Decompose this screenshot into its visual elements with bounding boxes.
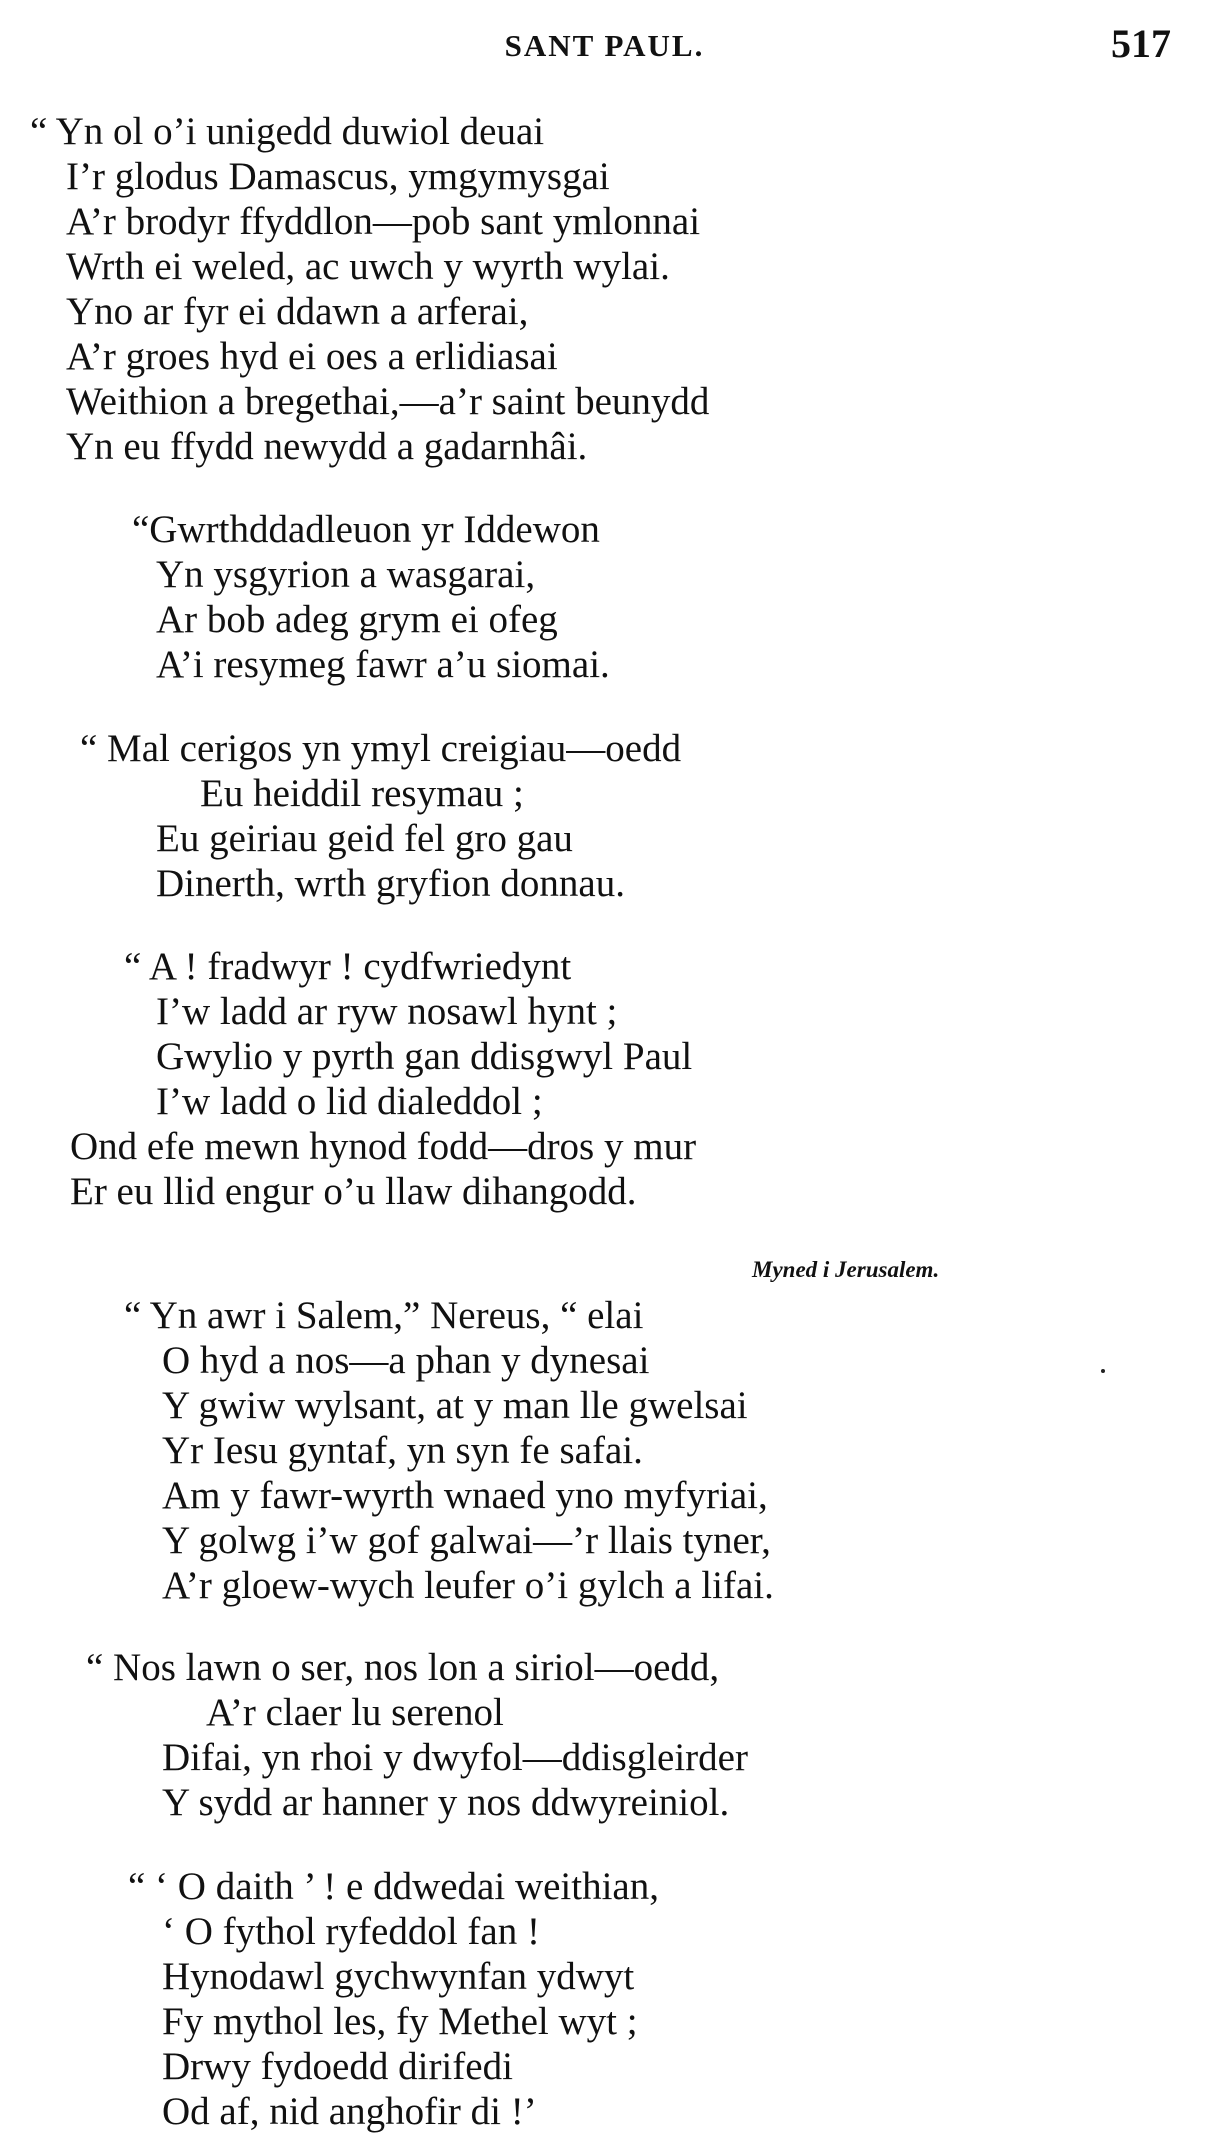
verse-line: Difai, yn rhoi y dwyfol—ddisgleirder (162, 1736, 748, 1779)
verse-line: “ A ! fradwyr ! cydfwriedynt (124, 945, 572, 988)
section-heading: Myned i Jerusalem. (752, 1257, 940, 1282)
verse-line: ‘ O fythol ryfeddol fan ! (162, 1910, 540, 1953)
verse-line: Fy mythol les, fy Methel wyt ; (162, 2000, 638, 2043)
verse-line: Gwylio y pyrth gan ddisgwyl Paul (156, 1035, 693, 1078)
verse-line: Yr Iesu gyntaf, yn syn fe safai. (162, 1429, 643, 1472)
verse-line: O hyd a nos—a phan y dynesai (162, 1339, 650, 1382)
verse-line: Y golwg i’w gof galwai—’r llais tyner, (162, 1519, 771, 1562)
verse-line: Eu heiddil resymau ; (200, 772, 524, 815)
verse-line: “ Yn awr i Salem,” Nereus, “ elai (124, 1294, 644, 1337)
verse-line: Drwy fydoedd dirifedi (162, 2045, 513, 2088)
verse-line: “ Nos lawn o ser, nos lon a siriol—oedd, (86, 1646, 720, 1689)
verse-line: “ Mal cerigos yn ymyl creigiau—oedd (80, 727, 682, 770)
verse-line: Y gwiw wylsant, at y man lle gwelsai (162, 1384, 748, 1427)
verse-line: Ar bob adeg grym ei ofeg (156, 598, 558, 641)
verse-line: I’w ladd ar ryw nosawl hynt ; (156, 990, 618, 1033)
verse-line: I’w ladd o lid dialeddol ; (156, 1080, 543, 1123)
verse-line: Y sydd ar hanner y nos ddwyreiniol. (162, 1781, 730, 1824)
verse-line: A’r gloew-wych leufer o’i gylch a lifai. (162, 1564, 774, 1607)
verse-line: Od af, nid anghofir di !’ (162, 2090, 537, 2133)
running-title: SANT PAUL. (504, 28, 705, 63)
verse-line: I’r glodus Damascus, ymgymysgai (66, 155, 610, 198)
verse-line: Am y fawr-wyrth wnaed yno myfyriai, (162, 1474, 768, 1517)
verse-line: “Gwrthddadleuon yr Iddewon (132, 508, 600, 551)
verse-line: “ Yn ol o’i unigedd duwiol deuai (30, 110, 545, 153)
verse-line: Er eu llid engur o’u llaw dihangodd. (70, 1170, 637, 1213)
verse-line: Eu geiriau geid fel gro gau (156, 817, 573, 860)
verse-line: A’r brodyr ffyddlon—pob sant ymlonnai (66, 200, 701, 243)
verse-line: A’i resymeg fawr a’u siomai. (156, 643, 610, 686)
page-number: 517 (1111, 21, 1171, 66)
verse-line: A’r claer lu serenol (206, 1691, 504, 1734)
verse-line: “ ‘ O daith ’ ! e ddwedai weithian, (128, 1865, 659, 1908)
verse-line: Yno ar fyr ei ddawn a arferai, (66, 290, 529, 333)
verse-line: Wrth ei weled, ac uwch y wyrth wylai. (66, 245, 670, 288)
verse-line: Yn eu ffydd newydd a gadarnhâi. (66, 425, 588, 468)
verse-line: Hynodawl gychwynfan ydwyt (162, 1955, 635, 1998)
verse-line: Yn ysgyrion a wasgarai, (156, 553, 536, 596)
verse-line: A’r groes hyd ei oes a erlidiasai (66, 335, 558, 378)
verse-line: Dinerth, wrth gryfion donnau. (156, 862, 625, 905)
verse-line: Ond efe mewn hynod fodd—dros y mur (70, 1125, 697, 1168)
stray-ink-dot (1101, 1369, 1105, 1373)
verse-line: Weithion a bregethai,—a’r saint beunydd (66, 380, 710, 423)
